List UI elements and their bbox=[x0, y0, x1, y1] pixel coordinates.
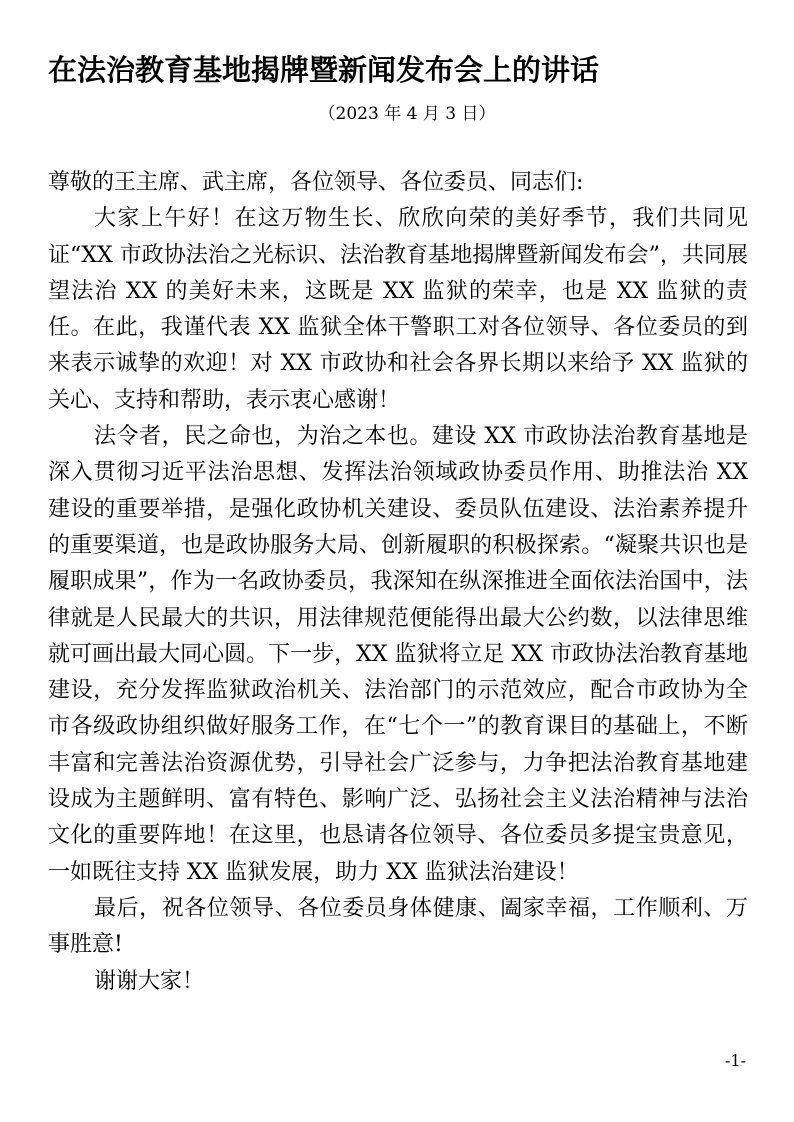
salutation: 尊敬的王主席、武主席，各位领导、各位委员、同志们: bbox=[48, 170, 584, 195]
paragraph-thanks: 谢谢大家！ bbox=[94, 968, 205, 994]
speech-date: （2023 年 4 月 3 日） bbox=[318, 104, 496, 124]
page-number: -1- bbox=[725, 1051, 746, 1070]
document-title: 在法治教育基地揭牌暨新闻发布会上的讲话 bbox=[48, 53, 600, 87]
speech-body bbox=[48, 165, 748, 1000]
paragraph-greeting: 大家上午好！在这万物生长、欣欣向荣的美好季节，我们共同见证“XX 市政协法治之光标识、法治教育基地揭牌暨新闻发布会”，共同展望法治 XX 的美好未来，这既是 XX 监狱的荣幸，也是 XX 监狱的责任。在此，我谨代表 XX 监狱全体干警职工对各位领导、各位委员的到来表示诚挚的欢迎！对 XX 市政协和社会各界长期以来给予 XX 监狱的关心、支持和帮助，表示衷心感谢！ bbox=[48, 206, 748, 413]
paragraph-wishes: 最后，祝各位领导、各位委员身体健康、阖家幸福，工作顺利、万事胜意! bbox=[48, 895, 748, 958]
paragraph-main: 法令者，民之命也，为治之本也。建设 XX 市政协法治教育基地是深入贯彻习近平法治思想、发挥法治领域政协委员作用、助推法治 XX 建设的重要举措，是强化政协机关建设、委员队伍建设、法治素养提升的重要渠道，也是政协服务大局、创新履职的积极探索。“凝聚共识也是履职成果”，作为一名政协委员，我深知在纵深推进全面依法治国中，法律就是人民最大的共识，用法律规范便能得出最大公约数，以法律思维就可画出最大同心圆。下一步，XX 监狱将立足 XX 市政协法治教育基地建设，充分发挥监狱政治机关、法治部门的示范效应，配合市政协为全市各级政协组织做好服务工作，在“七个一”的教育课目的基础上，不断丰富和完善法治资源优势，引导社会广泛参与，力争把法治教育基地建设成为主题鲜明、富有特色、影响广泛、弘扬社会主义法治精神与法治文化的重要阵地！在这里，也恳请各位领导、各位委员多提宝贵意见，一如既往支持 XX 监狱发展，助力 XX 监狱法治建设！ bbox=[48, 424, 748, 885]
